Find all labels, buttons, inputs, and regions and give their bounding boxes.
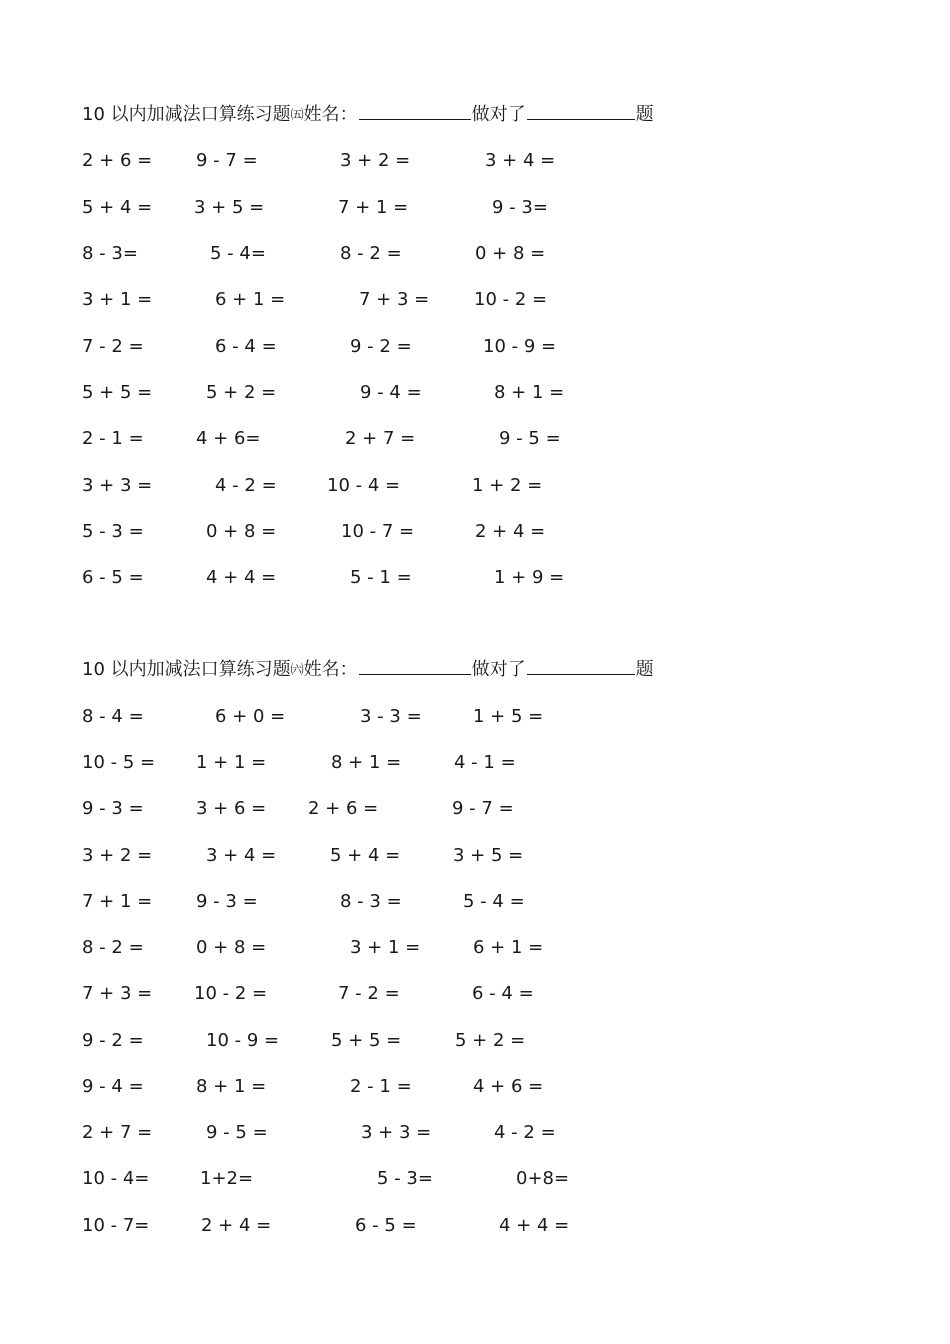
math-problem: 9 - 3=	[492, 197, 548, 218]
math-problem: 3 - 3 =	[360, 706, 422, 727]
math-problem: 2 + 4 =	[475, 521, 546, 542]
math-problem: 0 + 8 =	[206, 521, 277, 542]
math-problem: 7 - 2 =	[338, 983, 400, 1004]
name-label: 姓名：	[303, 104, 358, 125]
math-problem: 8 + 1 =	[494, 382, 565, 403]
math-problem: 2 + 6 =	[82, 150, 153, 171]
math-problem: 3 + 1 =	[82, 289, 153, 310]
math-problem: 3 + 1 =	[350, 937, 421, 958]
math-problem: 1 + 2 =	[472, 475, 543, 496]
math-problem: 4 + 4 =	[206, 567, 277, 588]
math-problem: 6 + 0 =	[215, 706, 286, 727]
math-problem: 4 + 6 =	[473, 1076, 544, 1097]
math-problem: 3 + 3 =	[361, 1122, 432, 1143]
math-problem: 6 - 5 =	[355, 1215, 417, 1236]
math-problem: 5 - 4 =	[463, 891, 525, 912]
math-problem: 5 - 4=	[210, 243, 266, 264]
math-problem: 4 - 2 =	[215, 475, 277, 496]
math-problem: 7 + 1 =	[338, 197, 409, 218]
math-problem: 10 - 9 =	[483, 336, 557, 357]
title-prefix: 10 以内加减法口算练习题	[82, 659, 291, 680]
math-problem: 2 - 1 =	[350, 1076, 412, 1097]
math-problem: 8 + 1 =	[196, 1076, 267, 1097]
math-problem: 2 + 6 =	[308, 798, 379, 819]
math-problem: 5 + 2 =	[206, 382, 277, 403]
math-problem: 5 - 3=	[377, 1168, 433, 1189]
section-title	[82, 103, 654, 128]
math-problem: 7 + 3 =	[359, 289, 430, 310]
math-problem: 2 - 1 =	[82, 428, 144, 449]
math-problem: 10 - 4 =	[327, 475, 401, 496]
math-problem: 8 - 3 =	[340, 891, 402, 912]
math-problem: 9 - 3 =	[196, 891, 258, 912]
math-problem: 1+2=	[200, 1168, 254, 1189]
math-problem: 2 + 4 =	[201, 1215, 272, 1236]
math-problem: 6 + 1 =	[473, 937, 544, 958]
math-problem: 8 - 2 =	[340, 243, 402, 264]
math-problem: 9 - 2 =	[82, 1030, 144, 1051]
math-problem: 10 - 5 =	[82, 752, 156, 773]
math-problem: 1 + 5 =	[473, 706, 544, 727]
section-number: ㈤	[290, 108, 304, 123]
math-problem: 3 + 2 =	[82, 845, 153, 866]
math-problem: 4 - 2 =	[494, 1122, 556, 1143]
math-problem: 0 + 8 =	[475, 243, 546, 264]
math-problem: 6 - 4 =	[215, 336, 277, 357]
math-problem: 7 + 1 =	[82, 891, 153, 912]
math-problem: 10 - 2 =	[194, 983, 268, 1004]
correct-label: 做对了	[471, 659, 526, 680]
math-problem: 1 + 9 =	[494, 567, 565, 588]
math-problem: 5 + 5 =	[331, 1030, 402, 1051]
math-problem: 1 + 1 =	[196, 752, 267, 773]
math-problem: 2 + 7 =	[345, 428, 416, 449]
math-problem: 8 - 3=	[82, 243, 138, 264]
correct-count-blank[interactable]	[527, 658, 635, 675]
name-blank[interactable]	[359, 658, 471, 675]
math-problem: 3 + 5 =	[194, 197, 265, 218]
correct-count-blank[interactable]	[527, 103, 635, 120]
math-problem: 9 - 5 =	[206, 1122, 268, 1143]
math-problem: 10 - 2 =	[474, 289, 548, 310]
math-problem: 3 + 2 =	[340, 150, 411, 171]
math-problem: 6 - 5 =	[82, 567, 144, 588]
math-problem: 0 + 8 =	[196, 937, 267, 958]
math-problem: 3 + 5 =	[453, 845, 524, 866]
math-problem: 8 - 4 =	[82, 706, 144, 727]
math-problem: 10 - 7=	[82, 1215, 150, 1236]
math-problem: 5 + 4 =	[330, 845, 401, 866]
math-problem: 10 - 7 =	[341, 521, 415, 542]
math-problem: 9 - 3 =	[82, 798, 144, 819]
title-suffix: 题	[635, 104, 654, 125]
math-problem: 9 - 7 =	[196, 150, 258, 171]
math-problem: 10 - 4=	[82, 1168, 150, 1189]
math-problem: 3 + 4 =	[206, 845, 277, 866]
math-problem: 4 - 1 =	[454, 752, 516, 773]
math-problem: 3 + 6 =	[196, 798, 267, 819]
math-problem: 9 - 2 =	[350, 336, 412, 357]
section-number: ㈥	[290, 663, 304, 678]
math-problem: 0+8=	[516, 1168, 570, 1189]
title-prefix: 10 以内加减法口算练习题	[82, 104, 291, 125]
math-problem: 2 + 7 =	[82, 1122, 153, 1143]
math-problem: 5 - 1 =	[350, 567, 412, 588]
title-suffix: 题	[635, 659, 654, 680]
math-problem: 5 + 4 =	[82, 197, 153, 218]
math-problem: 10 - 9 =	[206, 1030, 280, 1051]
math-problem: 3 + 3 =	[82, 475, 153, 496]
math-problem: 5 + 5 =	[82, 382, 153, 403]
math-problem: 8 + 1 =	[331, 752, 402, 773]
math-problem: 9 - 5 =	[499, 428, 561, 449]
name-blank[interactable]	[359, 103, 471, 120]
math-problem: 5 + 2 =	[455, 1030, 526, 1051]
math-problem: 7 - 2 =	[82, 336, 144, 357]
correct-label: 做对了	[471, 104, 526, 125]
math-problem: 4 + 6=	[196, 428, 261, 449]
math-problem: 6 + 1 =	[215, 289, 286, 310]
math-problem: 7 + 3 =	[82, 983, 153, 1004]
name-label: 姓名：	[303, 659, 358, 680]
math-problem: 9 - 7 =	[452, 798, 514, 819]
math-problem: 4 + 4 =	[499, 1215, 570, 1236]
math-problem: 9 - 4 =	[82, 1076, 144, 1097]
math-problem: 6 - 4 =	[472, 983, 534, 1004]
math-problem: 3 + 4 =	[485, 150, 556, 171]
math-problem: 8 - 2 =	[82, 937, 144, 958]
math-problem: 5 - 3 =	[82, 521, 144, 542]
section-title	[82, 658, 654, 683]
math-problem: 9 - 4 =	[360, 382, 422, 403]
